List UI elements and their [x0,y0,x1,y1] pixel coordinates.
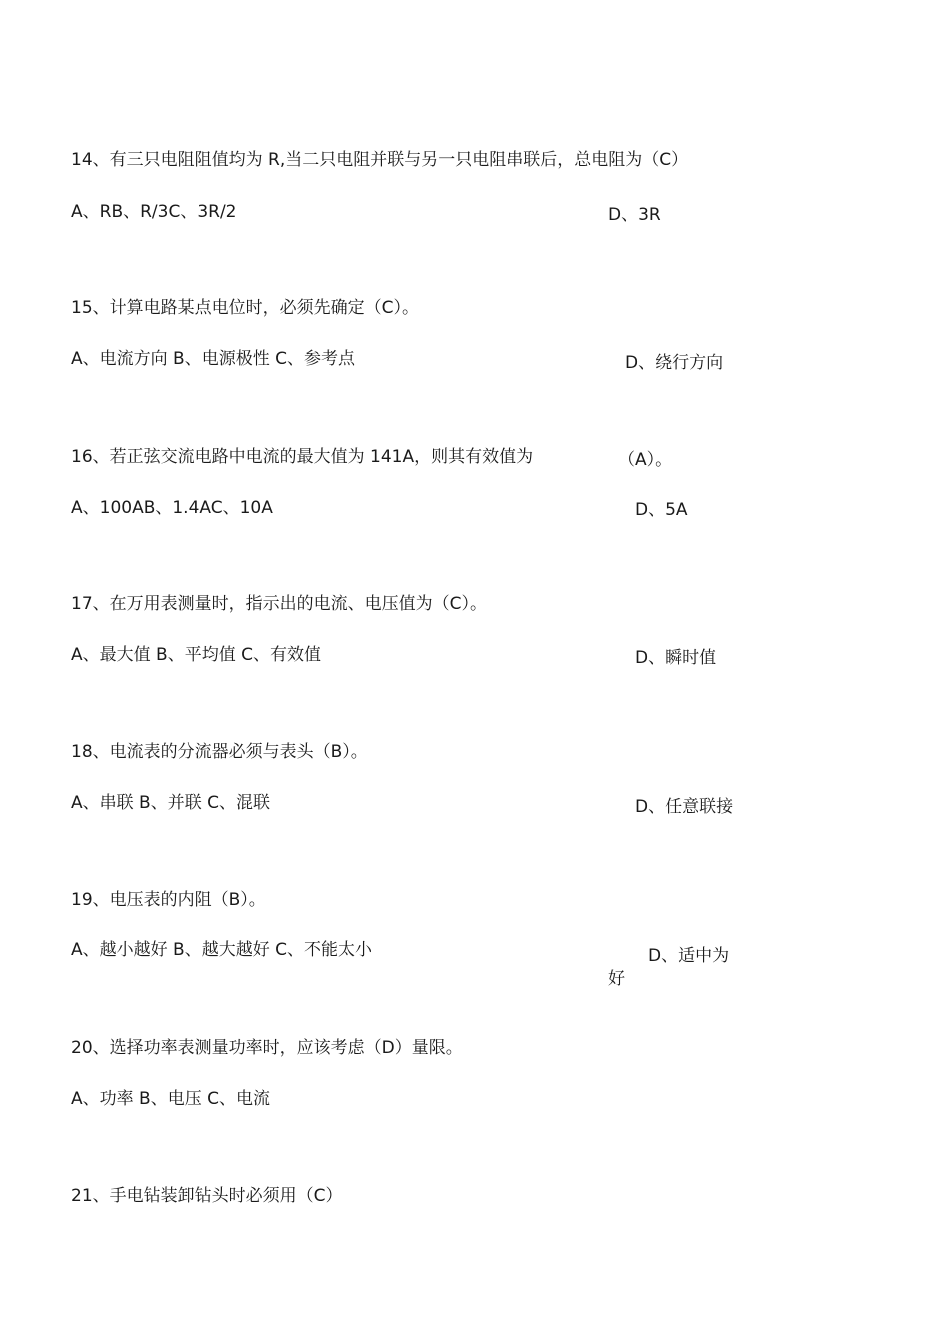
question-20-options-abc: A、功率 B、电压 C、电流 [71,1089,270,1109]
question-20: 20、选择功率表测量功率时，应该考虑（D）量限。 [71,1038,463,1058]
question-18-option-d: D、任意联接 [635,797,734,817]
question-14: 14、有三只电阻阻值均为 R,当二只电阻并联与另一只电阻串联后，总电阻为（C） [71,150,689,170]
question-15-option-d: D、绕行方向 [625,353,724,373]
question-19-option-d-wrap: 好 [608,969,625,989]
question-14-option-d: D、3R [608,205,661,225]
question-15-options-abc: A、电流方向 B、电源极性 C、参考点 [71,349,355,369]
question-15: 15、计算电路某点电位时，必须先确定（C）。 [71,298,420,318]
question-21: 21、手电钻装卸钻头时必须用（C） [71,1186,343,1206]
question-16-answer-tail: （A）。 [618,450,673,470]
question-19: 19、电压表的内阻（B）。 [71,890,266,910]
question-16-options-abc: A、100AB、1.4AC、10A [71,498,273,518]
question-17: 17、在万用表测量时，指示出的电流、电压值为（C）。 [71,594,488,614]
question-17-option-d: D、瞬时值 [635,648,717,668]
question-18: 18、电流表的分流器必须与表头（B）。 [71,742,368,762]
question-16-option-d: D、5A [635,500,688,520]
question-19-options-abc: A、越小越好 B、越大越好 C、不能太小 [71,940,372,960]
question-17-options-abc: A、最大值 B、平均值 C、有效值 [71,645,321,665]
question-16: 16、若正弦交流电路中电流的最大值为 141A，则其有效值为 [71,447,534,467]
question-14-options-abc: A、RB、R/3C、3R/2 [71,202,237,222]
question-18-options-abc: A、串联 B、并联 C、混联 [71,793,270,813]
question-19-option-d: D、适中为 [648,946,730,966]
